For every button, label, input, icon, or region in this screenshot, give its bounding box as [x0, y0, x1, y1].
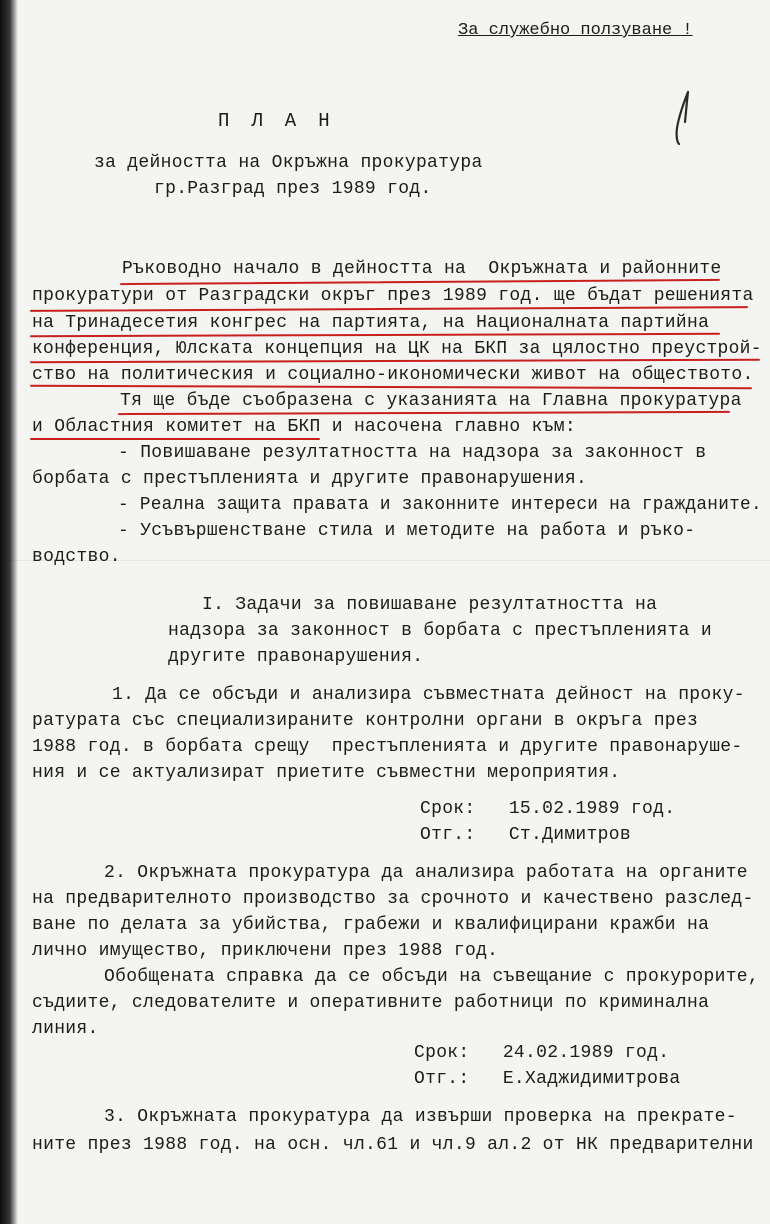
section-heading: надзора за законност в борбата с престъпленията и	[168, 621, 712, 641]
intro-line: Тя ще бъде съобразена с указанията на Главна прокуратура	[120, 391, 742, 411]
section-heading: другите правонарушения.	[168, 647, 424, 667]
intro-line: и Областния комитет на БКП и насочена главно към:	[32, 417, 576, 437]
classification-stamp: За служебно ползуване !	[458, 21, 693, 40]
item-2-line: на предварителното производство за срочното и качествено разслед-	[32, 889, 754, 909]
item-3-line: ните през 1988 год. на осн. чл.61 и чл.9 ал.2 от НК предварителни	[32, 1135, 754, 1155]
intro-line: борбата с престъпленията и другите правонарушения.	[32, 469, 588, 489]
intro-line: конференция, Юлската концепция на ЦК на БКП за цялостно преустрой-	[32, 339, 762, 359]
item-1-line: 1. Да се обсъди и анализира съвместната дейност на проку-	[112, 685, 745, 705]
red-underline	[30, 438, 320, 440]
intro-bullet: - Реална защита правата и законните интереси на гражданите.	[118, 495, 762, 515]
handwritten-page-number	[670, 88, 696, 148]
intro-line: водство.	[32, 547, 121, 567]
intro-line: Ръководно начало в дейността на Окръжната и районните	[122, 259, 722, 279]
item-2-line: 2. Окръжната прокуратура да анализира работата на органите	[104, 863, 748, 883]
item-3-line: 3. Окръжната прокуратура да извърши проверка на прекрате-	[104, 1107, 737, 1127]
item-2-line: съдиите, следователите и оперативните работници по криминална	[32, 993, 710, 1013]
item-1-line: ратурата със специализираните контролни органи в окръга през	[32, 711, 699, 731]
intro-bullet: - Повишаване резултатността на надзора за законност в	[118, 443, 707, 463]
section-heading: І. Задачи за повишаване резултатността на	[202, 595, 658, 615]
item-1-line: ния и се актуализират приетите съвместни мероприятия.	[32, 763, 621, 783]
item-2-line: ване по делата за убийства, грабежи и квалифицирани кражби на	[32, 915, 710, 935]
item-2-responsible: Отг.: Е.Хаджидимитрова	[414, 1069, 681, 1089]
item-1-deadline: Срок: 15.02.1989 год.	[420, 799, 676, 819]
item-2-line: линия.	[32, 1019, 99, 1039]
item-1-responsible: Отг.: Ст.Димитров	[420, 825, 631, 845]
subtitle-line-1: за дейността на Окръжна прокуратура	[94, 153, 483, 173]
intro-bullet: - Усъвършенстване стила и методите на работа и ръко-	[118, 521, 696, 541]
subtitle-line-2: гр.Разград през 1989 год.	[154, 179, 432, 199]
intro-line: на Тринадесетия конгрес на партията, на Националната партийна	[32, 313, 710, 333]
document-title: ПЛАН	[218, 110, 352, 132]
item-2-line: Обобщената справка да се обсъди на съвещание с прокурорите,	[104, 967, 760, 987]
intro-line: прокуратури от Разградски окръг през 1989 год. ще бъдат решенията	[32, 286, 754, 306]
scan-edge-shadow	[0, 0, 18, 1224]
item-2-deadline: Срок: 24.02.1989 год.	[414, 1043, 670, 1063]
item-2-line: лично имущество, приключени през 1988 год.	[32, 941, 499, 961]
intro-line: ство на политическия и социално-икономически живот на обществото.	[32, 365, 754, 385]
item-1-line: 1988 год. в борбата срещу престъпленията и другите правонаруше-	[32, 737, 743, 757]
